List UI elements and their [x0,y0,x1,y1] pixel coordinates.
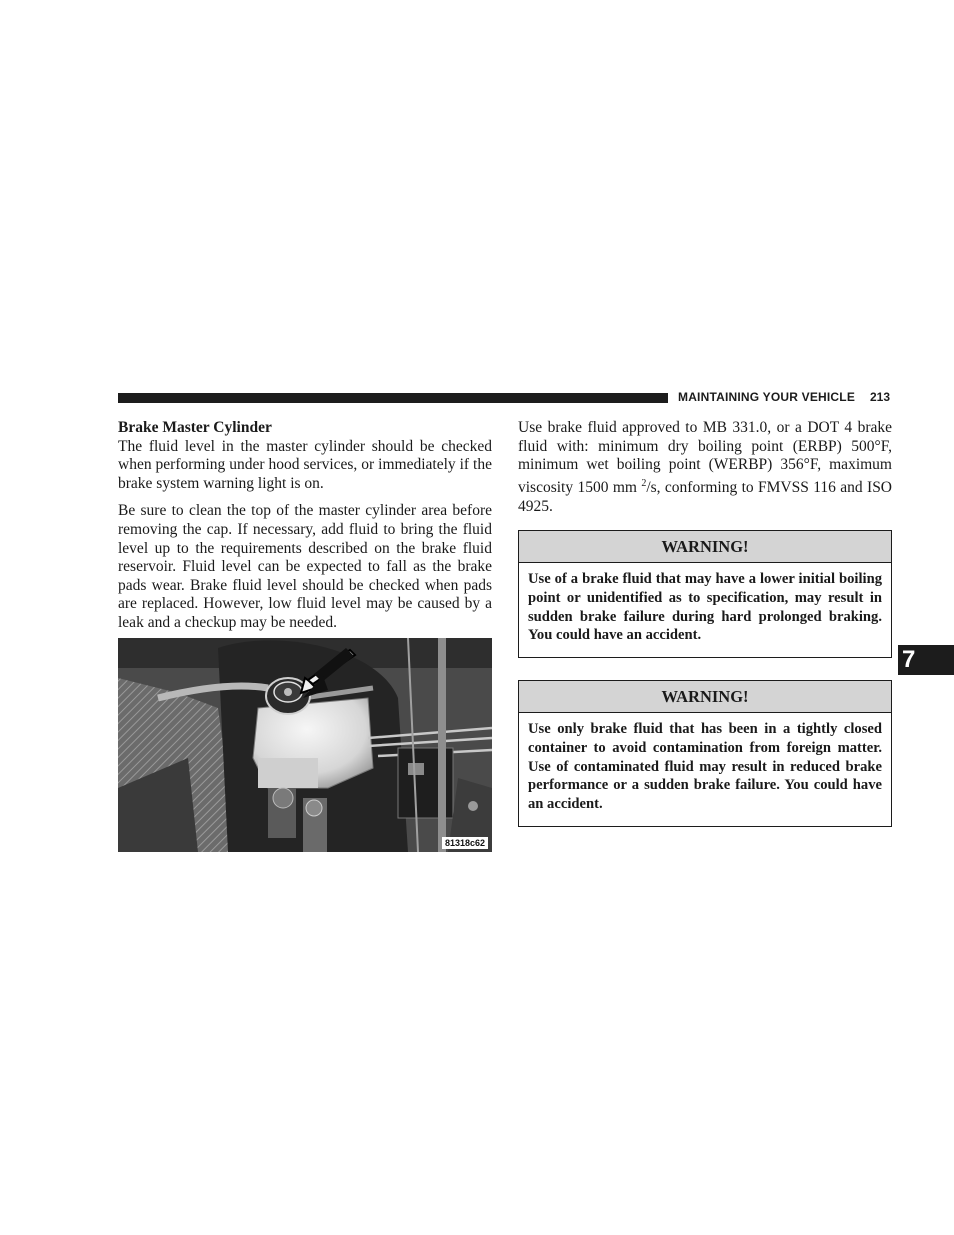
brake-fluid-spec-paragraph [518,419,892,516]
chapter-tab [898,645,954,675]
right-column [518,419,892,516]
chapter-number: 7 [902,646,916,673]
page-number: 213 [870,390,891,404]
spec-text-part-1: Use brake fluid approved to MB 331.0, or a DOT 4 brake fluid with: minimum dry boiling point (ERBP) 500°F, minimum wet boiling point (WERBP) 356°F, maximum viscosity 1500 mm [518,419,892,496]
brake-reservoir-illustration [118,638,492,852]
body-paragraph: The fluid level in the master cylinder should be checked when performing under hood services, or immediately if the brake system warning light is on. [118,437,492,492]
body-paragraph: Be sure to clean the top of the master cylinder area before removing the cap. If necessary, add fluid to bring the fluid level up to the requirements described on the brake fluid reservoir. Fluid level can be expected to fall as the brake pads wear. Brake fluid level should be checked when pads are replaced. However, low fluid level may be caused by a leak and a checkup may be needed. [118,502,492,631]
warning-title: WARNING! [519,531,891,563]
left-column [118,419,492,633]
engine-bay-photo [118,638,492,852]
section-heading: Brake Master Cylinder [118,419,272,436]
superscript: 2 [641,477,647,489]
warning-text: Use of a brake fluid that may have a lower initial boiling point or unidentified as to specification, may result in sudden brake failure during hard prolonged braking. You could have an accident. [528,571,882,644]
running-header-title: MAINTAINING YOUR VEHICLE [678,390,856,404]
warning-box [518,530,892,658]
figure-code: 81318c62 [442,837,488,849]
warning-box [518,680,892,827]
warning-text: Use only brake fluid that has been in a tightly closed container to avoid contamination from foreign matter. Use of contaminated fluid may result in reduced brake performance or a sudden brake failure. You could have an accident. [528,721,882,813]
spec-text-part-2: /s, conforming to FMVSS 116 and ISO 4925. [518,478,893,515]
header-rule [118,393,668,403]
warning-title: WARNING! [519,681,891,713]
